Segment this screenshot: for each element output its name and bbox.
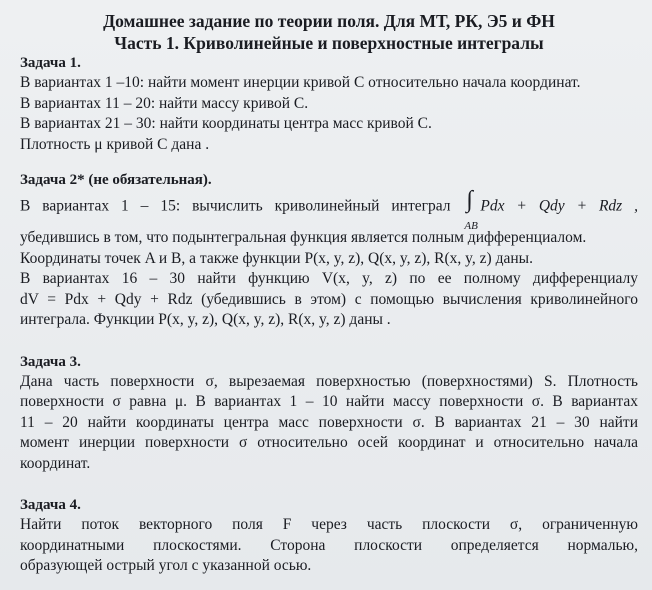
- task-3-line: момент инерции поверхности σ относительно осей координат и относительно начала: [20, 434, 638, 451]
- task-4-line: координатными плоскостями. Сторона плоскости определяется нормалью,: [20, 536, 638, 554]
- task-3-heading: Задача 3.: [20, 353, 81, 370]
- task-2-text: В вариантах 1 – 15: вычислить криволинейный интеграл: [20, 197, 451, 215]
- task-1-heading: Задача 1.: [20, 55, 81, 71]
- task-2-line: убедившись в том, что подынтегральная функция является полным дифференциалом.: [20, 229, 587, 246]
- integral-symbol: ∫ AB: [464, 194, 478, 220]
- document-subtitle: Часть 1. Криволинейные и поверхностные интегралы: [114, 33, 544, 53]
- task-1-line: В вариантах 1 –10: найти момент инерции кривой C относительно начала координат.: [20, 74, 581, 91]
- task-3-line: координат.: [20, 454, 91, 472]
- task-2-line: Координаты точек A и B, а также функции P(x, y, z), Q(x, y, z), R(x, y, z) даны.: [20, 249, 533, 267]
- integral-expression: Pdx + Qdy + Rdz ,: [480, 197, 639, 215]
- task-3-line: поверхности σ равна μ. В вариантах 1 – 10 найти массу поверхности σ. В вариантах: [20, 393, 638, 410]
- task-1-line: Плотность μ кривой C дана .: [20, 135, 210, 153]
- task-3-line: 11 – 20 найти координаты центра масс поверхности σ. В вариантах 21 – 30 найти: [20, 413, 638, 431]
- document-title: Домашнее задание по теории поля. Для МТ, РК, Э5 и ФН: [103, 11, 555, 31]
- task-2-line-integral: [20, 187, 639, 232]
- task-3-line: Дана часть поверхности σ, вырезаемая поверхностью (поверхностями) S. Плотность: [20, 372, 638, 390]
- task-1-line: В вариантах 11 – 20: найти массу кривой C.: [20, 94, 309, 112]
- task-2: [20, 171, 638, 331]
- task-1-line: В вариантах 21 – 30: найти координаты центра масс кривой C.: [20, 115, 432, 132]
- task-2-line: В вариантах 16 – 30 найти функцию V(x, y, z) по ее полному дифференциалу: [20, 270, 638, 287]
- task-4: [20, 496, 638, 577]
- task-4-heading: Задача 4.: [20, 497, 81, 513]
- task-4-line: образующей острый угол с указанной осью.: [20, 557, 312, 574]
- task-2-heading: Задача 2* (не обязательная).: [20, 172, 212, 188]
- task-3: [20, 353, 638, 475]
- integral-subscript: AB: [464, 220, 478, 232]
- task-4-line: Найти поток векторного поля F через часть плоскости σ, ограниченную: [20, 516, 638, 533]
- task-2-line: интеграла. Функции P(x, y, z), Q(x, y, z), R(x, y, z) даны .: [20, 311, 391, 328]
- task-1: [20, 54, 638, 155]
- task-2-line: dV = Pdx + Qdy + Rdz (убедившись в этом) с помощью вычисления криволинейного: [20, 290, 638, 308]
